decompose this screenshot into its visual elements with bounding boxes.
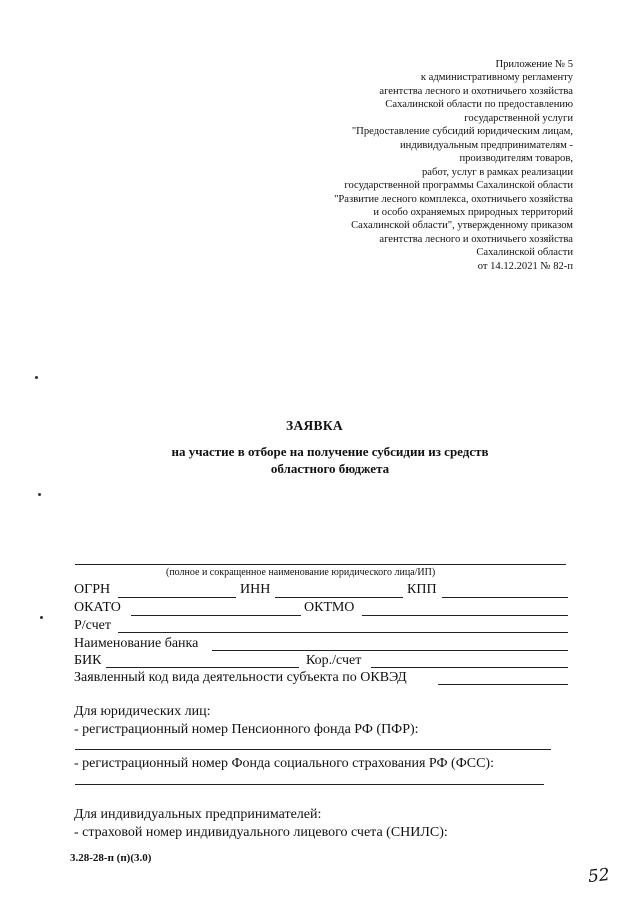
ogrn-label: ОГРН: [74, 582, 111, 597]
scan-speck: [40, 616, 43, 619]
document-subtitle: [120, 443, 540, 477]
kpp-label: КПП: [407, 582, 437, 597]
bank-name-field[interactable]: [212, 650, 568, 651]
document-code: 3.28-28-п (п)(3.0): [70, 852, 152, 864]
appendix-block: [243, 58, 573, 273]
inn-label: ИНН: [240, 582, 271, 597]
inn-field[interactable]: [275, 597, 403, 598]
appendix-line: от 14.12.2021 № 82-п: [477, 260, 573, 272]
entrepreneurs-heading: Для индивидуальных предпринимателей:: [74, 807, 322, 822]
fss-field[interactable]: [75, 784, 544, 785]
subtitle-line: на участие в отборе на получение субсидии из средств: [171, 444, 489, 459]
corr-account-label: Кор./счет: [306, 653, 362, 668]
document-title: ЗАЯВКА: [286, 418, 343, 433]
appendix-line: производителям товаров,: [459, 153, 573, 165]
scan-speck: [38, 493, 41, 496]
appendix-line: Приложение № 5: [495, 59, 573, 70]
scan-speck: [35, 376, 38, 379]
organization-name-caption: (полное и сокращенное наименование юридического лица/ИП): [166, 567, 436, 578]
okato-field[interactable]: [131, 615, 301, 616]
bik-label: БИК: [74, 653, 102, 668]
appendix-line: "Предоставление субсидий юридическим лицам,: [351, 126, 573, 138]
appendix-line: к административному регламенту: [420, 72, 573, 84]
pfr-label: - регистрационный номер Пенсионного фонда РФ (ПФР):: [74, 722, 419, 737]
subtitle-line: областного бюджета: [270, 461, 390, 476]
legal-entities-heading: Для юридических лиц:: [74, 704, 211, 719]
okato-label: ОКАТО: [74, 600, 121, 615]
oktmo-label: ОКТМО: [304, 600, 355, 615]
bank-name-label: Наименование банка: [74, 636, 199, 651]
kpp-field[interactable]: [442, 597, 568, 598]
handwritten-page-number: 52: [587, 864, 611, 888]
appendix-line: "Развитие лесного комплекса, охотничьего хозяйства: [334, 193, 573, 205]
appendix-line: работ, услуг в рамках реализации: [421, 166, 573, 178]
account-label: Р/счет: [74, 618, 111, 633]
ogrn-field[interactable]: [118, 597, 236, 598]
corr-account-field[interactable]: [371, 667, 568, 668]
account-field[interactable]: [118, 632, 568, 633]
appendix-line: и особо охраняемых природных территорий: [373, 206, 573, 218]
snils-label: - страховой номер индивидуального лицевого счета (СНИЛС):: [74, 825, 448, 840]
appendix-line: индивидуальным предпринимателям -: [400, 139, 573, 151]
appendix-line: Сахалинской области по предоставлению: [385, 99, 573, 111]
pfr-field[interactable]: [75, 749, 551, 750]
appendix-line: агентства лесного и охотничьего хозяйства: [379, 233, 573, 245]
appendix-line: государственной программы Сахалинской области: [344, 180, 573, 192]
oktmo-field[interactable]: [362, 615, 568, 616]
appendix-line: Сахалинской области", утвержденному приказом: [351, 220, 573, 232]
organization-name-field[interactable]: [75, 564, 566, 565]
bik-field[interactable]: [106, 667, 299, 668]
appendix-line: Сахалинской области: [476, 247, 573, 259]
okved-label: Заявленный код вида деятельности субъекта по ОКВЭД: [74, 670, 407, 685]
appendix-line: государственной услуги: [464, 112, 573, 124]
fss-label: - регистрационный номер Фонда социального страхования РФ (ФСС):: [74, 756, 494, 771]
okved-field[interactable]: [438, 684, 568, 685]
appendix-line: агентства лесного и охотничьего хозяйства: [379, 85, 573, 97]
